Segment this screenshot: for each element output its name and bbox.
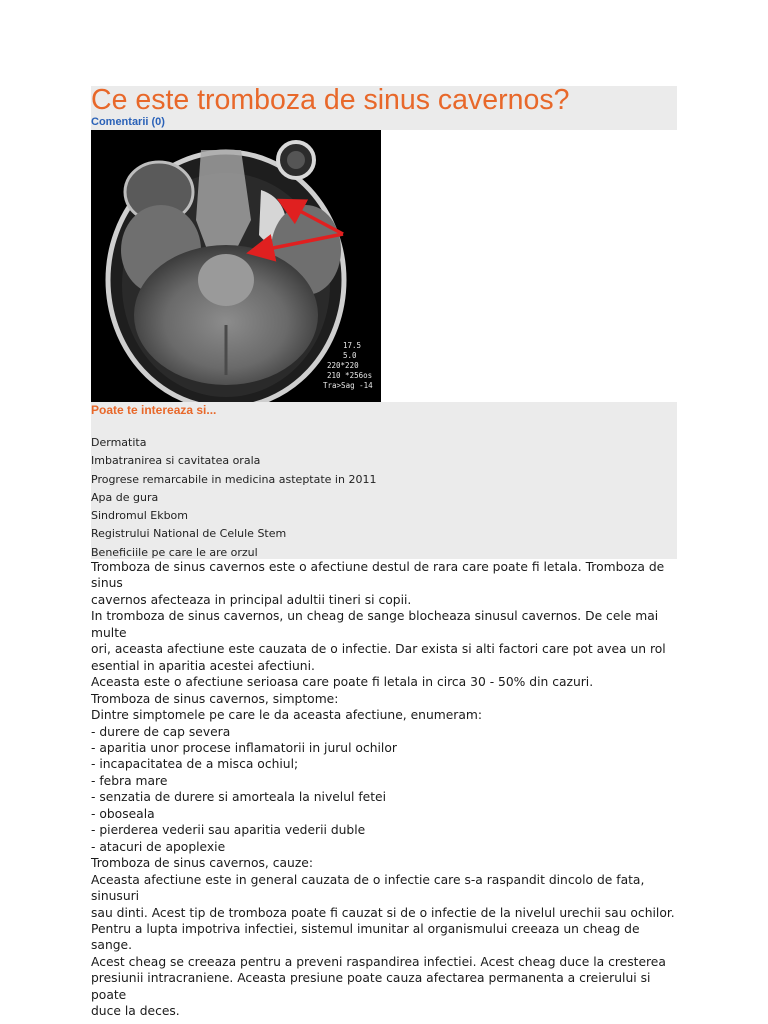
body-line: Tromboza de sinus cavernos, simptome: [91,691,339,706]
related-link[interactable]: Beneficiile pe care le are orzul [91,545,258,559]
body-line: duce la deces. [91,1004,180,1019]
body-line: esential in aparitia acestei afectiuni. [91,658,315,673]
related-link[interactable]: Dermatita [91,436,147,449]
body-line: Tromboza de sinus cavernos, cauze: [91,856,313,871]
related-link[interactable]: Sindromul Ekbom [91,509,188,523]
body-line: - atacuri de apoplexie [91,839,226,854]
scan-label: 210 *256os [327,371,373,380]
body-line: Pentru a lupta impotriva infectiei, sistemul imunitar al organismului creeaza un cheag de sange. [91,921,640,953]
body-line: Aceasta este o afectiune serioasa care poate fi letala in circa 30 - 50% din cazuri. [91,675,594,690]
body-line: In tromboza de sinus cavernos, un cheag de sange blocheaza sinusul cavernos. De cele mai multe [91,609,659,640]
body-line: - senzatia de durere si amorteala la nivelul fetei [91,790,387,805]
body-line: Dintre simptomele pe care le da aceasta afectiune, enumeram: [91,708,483,723]
related-list [91,434,376,562]
body-line: sau dinti. Acest tip de tromboza poate fi cauzat si de o infectie de la nivelul urechii sau ochilor. [91,905,675,920]
scan-label: 17.5 [343,341,362,350]
body-line: - durere de cap severa [91,724,231,739]
body-line: Acest cheag se creeaza pentru a preveni raspandirea infectiei. Acest cheag duce la cresterea [91,954,666,969]
scan-label: 5.0 [343,351,357,360]
comments-link[interactable]: Comentarii (0) [91,116,165,128]
related-link[interactable]: Apa de gura [91,490,159,504]
body-line: ori, aceasta afectiune este cauzata de o infectie. Dar exista si alti factori care pot avea un rol [91,642,666,657]
body-line: - oboseala [91,806,155,821]
related-link[interactable]: Progrese remarcabile in medicina asteptate in 2011 [91,472,377,486]
article-body [91,559,681,1020]
page-title: Ce este tromboza de sinus cavernos? [91,84,570,116]
body-line: presiunii intracraniene. Aceasta presiune poate cauza afectarea permanenta a creierului si poate [91,971,651,1002]
body-line: Aceasta afectiune este in general cauzata de o infectie care s-a raspandit dincolo de fata, sinusuri [91,872,645,904]
scan-label: Tra>Sag -14 [323,381,373,390]
body-line: - aparitia unor procese inflamatorii in jurul ochilor [91,740,397,755]
related-link[interactable]: Imbatranirea si cavitatea orala [91,454,261,468]
body-line: Tromboza de sinus cavernos este o afectiune destul de rara care poate fi letala. Tromboza de sinus [91,560,665,591]
body-line: cavernos afecteaza in principal adultii tineri si copii. [91,592,412,607]
body-line: - febra mare [91,773,168,788]
body-line: - incapacitatea de a misca ochiul; [91,757,299,772]
related-link[interactable]: Registrului National de Celule Stem [91,527,287,541]
mri-scan-image [91,130,381,402]
related-heading: Poate te intereaza si... [91,403,217,417]
scan-label: 220*220 [327,361,359,370]
body-line: - pierderea vederii sau aparitia vederii duble [91,823,366,838]
